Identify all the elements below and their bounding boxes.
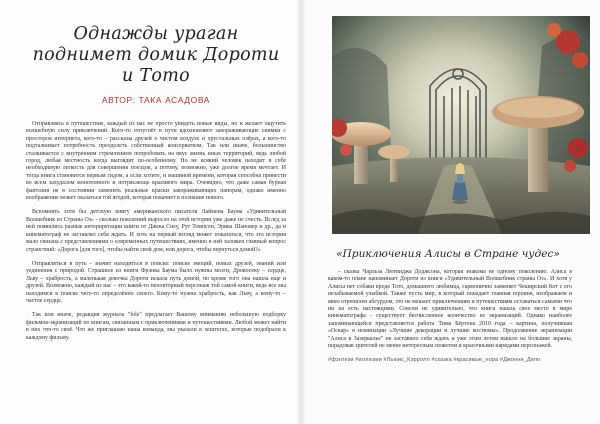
- section-body: [318, 269, 578, 350]
- hashtags: #фэнтези #иллюзии #Льюис_Кэрролл #сказка #красивые_нора #Джонни_Депп: [328, 357, 541, 364]
- paragraph: Отправляясь в путешествие, каждый из нас не просто увидеть новые виды, но и желает ощутить волшебную силу приключений. Кого-то отпугнёт в пути вдохновляют завораживающие снимки с просторов интернета, кого-то – рассказы друзей о чистом воздухе и хрустальных озёрах, а кого-то подталкивает потребность преодолеть собственный консерватизм. Так или иначе, большинство сталкивается с внутренним стремлением попробовать на вкус жизнь иных территорий, ведь любой город, любая местность когда выглядит по-особенному. Но не всякий человек находит в себе необходимую легкость для совершения поездок, а потому, возможно, уже долгое время мечтает. И тогда книга становится первым гидом, а если хотите, и машиной времени, которая способна привести во всем захудалом монотонного и потрясающе красивого мира. Очевидно, что даже самая бурная фантазия не в состоянии заменить реальные краски завораживающих панорам, однако именно воображение может оказаться той ягодой, которая покачнет в познание нового.: [26, 121, 286, 202]
- film-still-illustration: [332, 16, 590, 234]
- right-page: [300, 0, 600, 424]
- page-gutter: [296, 0, 306, 424]
- paragraph: Вспомнить хотя бы детскую книгу американского писателя Лаймена Баума «Удивительный Волшебник из Страны Оз» - сколько поколений выросло на этой истории уже даже не счесть. Вслед за ней появились разные интерпретации книги от Джека Снеу, Рут Томпсон, Эрика Шановер и др., да и кинематограф не заставлял себя ждать. И хоть на первый взгляд может показаться, что эта история мало связана с представлениями о современных путешествиях, именно в ней заложен главный вопрос странствий: «Дорога [для того], чтобы найти свой дом, или дорога, чтобы вернуться домой?»: [26, 209, 286, 253]
- paragraph: – сказка Чарльза Лютвиджа Доджсона, которая знакома не одному поколению. Алиса в каком-то плане напоминает Дороти из книги «Удивительный Волшебник страны Оз». И хотя у Алисы нет собаки вроде Тото, домашнего любимца, гармонично заменяет Чеширский Кот с его незабываемой улыбкой. Также пусть мир, в который попадает главная героиня, неображаем и явно отрепилен абсурдом, это не мешает приключениям и путешествиям оставаться самыми что ни на есть настоящими. Совсем не удивительно, что книга нашла свое место в мире кинематографа - существует бесчисленное количество ее экранизаций. Однако наиболее запоминающейся представляется работа Тима Бёртона 2010 года – картина, получившая «Оскар» в номинации «Лучшие декорации и лучшие костюмы». Продолжение экранизации "Алиса в Зазеркалье" не заставило себя ждать и уже этим летом вышло на большие экраны, порадовав зрителей не менее интересным сюжетом и красочными нарядами персонажей.: [328, 269, 572, 350]
- article-byline: АВТОР: ТАКА АСАДОВА: [101, 95, 211, 105]
- paragraph: Отправляться в путь - значит находиться в поиске: поиске эмоций, новых друзей, знаний или уединения с природой. Страшиле из книги Фрэнка Баума было нужны мозги, Дровосеку – сердце, Льву – храбрость, а маленькая девочка Дороти искала путь домой, но кроме того она нашла еще и друзей. Возможно, каждый из нас – это какой-то неповторный персонаж той самой книги, ведь все мы находимся в поиске чего-то определённо своего. Кому-то нужна храбрость, как Льву, а кому-то – частое сердце.: [26, 260, 286, 304]
- paragraph: Так или иначе, редакция журнала "fole" предлагает Вашему вниманию небольшую подборку фильмов-экранизаций по книгам, связанным с приключениями и путешествиями. Любой может найти в них что-то своё. Что же приглашаю наша команда, мы указали в хештегах, которые подобрали к каждому фильму.: [26, 312, 286, 341]
- section-title: «Приключения Алисы в Стране чудес»: [336, 248, 560, 260]
- article-title: Однажды ураган поднимет домик Дороти и Тото: [32, 24, 280, 86]
- article-body: [26, 121, 286, 342]
- film-still-image: [332, 16, 590, 234]
